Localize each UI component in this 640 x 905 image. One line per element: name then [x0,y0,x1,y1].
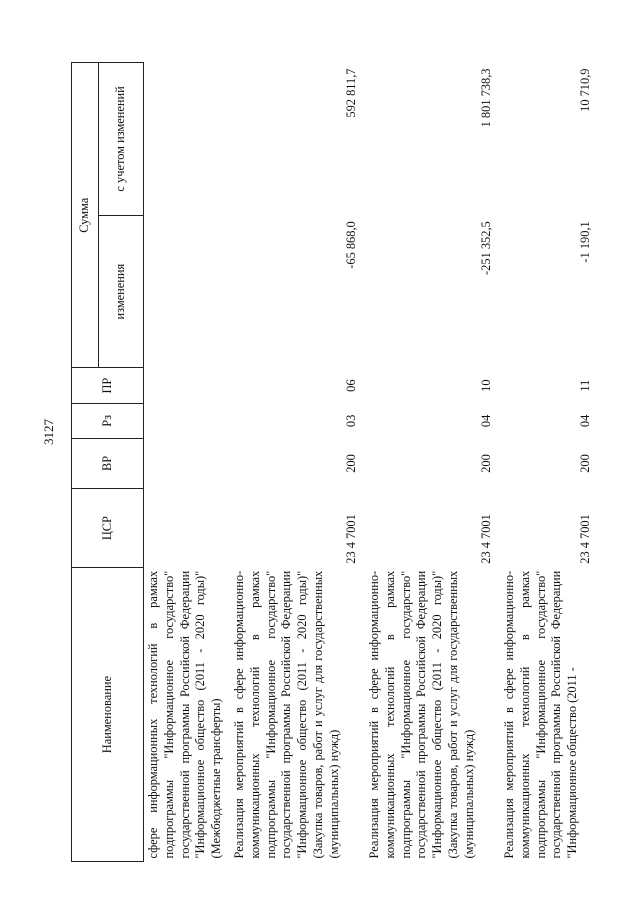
row-rz: 03 [344,414,359,428]
row-name: Реализация мероприятий в сфере информационно-коммуникационных технологий в рамках подпрограммы "Информационное государство" государственной программы Российской Федерации "Информационное общество (2011 - [501,570,580,859]
page-number: 3127 [41,419,56,445]
table-row [365,63,500,862]
row-csr: 23 4 7001 [344,514,359,564]
table-row [500,63,599,862]
row-total: 592 811,7 [344,68,359,118]
header-vr: ВР [72,439,144,489]
row-total [144,63,230,216]
row-csr [144,488,230,567]
row-change: -1 190,1 [578,221,593,263]
row-change: -65 868,0 [344,221,359,269]
row-rz [144,403,230,438]
row-vr [144,439,230,489]
row-rz: 04 [578,414,593,428]
row-pr: 10 [479,379,494,392]
header-with-changes: с учетом изменений [99,63,144,216]
row-csr: 23 4 7001 [479,514,494,564]
row-change: -251 352,5 [479,221,494,275]
header-sum: Сумма [72,63,99,369]
header-csr: ЦСР [72,488,144,567]
row-change [144,215,230,368]
row-name: Реализация мероприятий в сфере информационно-коммуникационных технологий в рамках подпрограммы "Информационное государство" государственной программы Российской Федерации "Информационное общество (2011 - 2020 годы)" (Закупка товаров, работ и услуг для государственных (муниципальных) нужд) [366,570,476,859]
table-row [230,63,365,862]
header-pr: ПР [72,368,144,403]
row-pr [144,368,230,403]
row-total: 10 710,9 [578,68,593,112]
row-total: 1 801 738,3 [479,68,494,128]
budget-table [71,62,599,862]
row-vr: 200 [578,454,593,473]
row-name: Реализация мероприятий в сфере информационно-коммуникационных технологий в рамках подпрограммы "Информационное государство" государственной программы Российской Федерации "Информационное общество (2011 - 2020 годы)" (Закупка товаров, работ и услуг для государственных (муниципальных) нужд) [231,570,341,859]
row-vr: 200 [479,454,494,473]
row-pr: 06 [344,379,359,392]
row-pr: 11 [578,379,593,392]
budget-table-sheet [71,62,591,862]
table-row [144,63,230,862]
header-name: Наименование [72,568,144,862]
row-vr: 200 [344,454,359,473]
row-name: сфере информационных технологий в рамках подпрограммы "Информационное государство" государственной программы Российской Федерации "Информационное общество (2011 - 2020 годы)" (Межбюджетные трансферты) [146,570,224,859]
header-rz: Рз [72,403,144,438]
row-rz: 04 [479,414,494,428]
row-csr: 23 4 7001 [578,514,593,564]
header-changes: изменения [99,215,144,368]
